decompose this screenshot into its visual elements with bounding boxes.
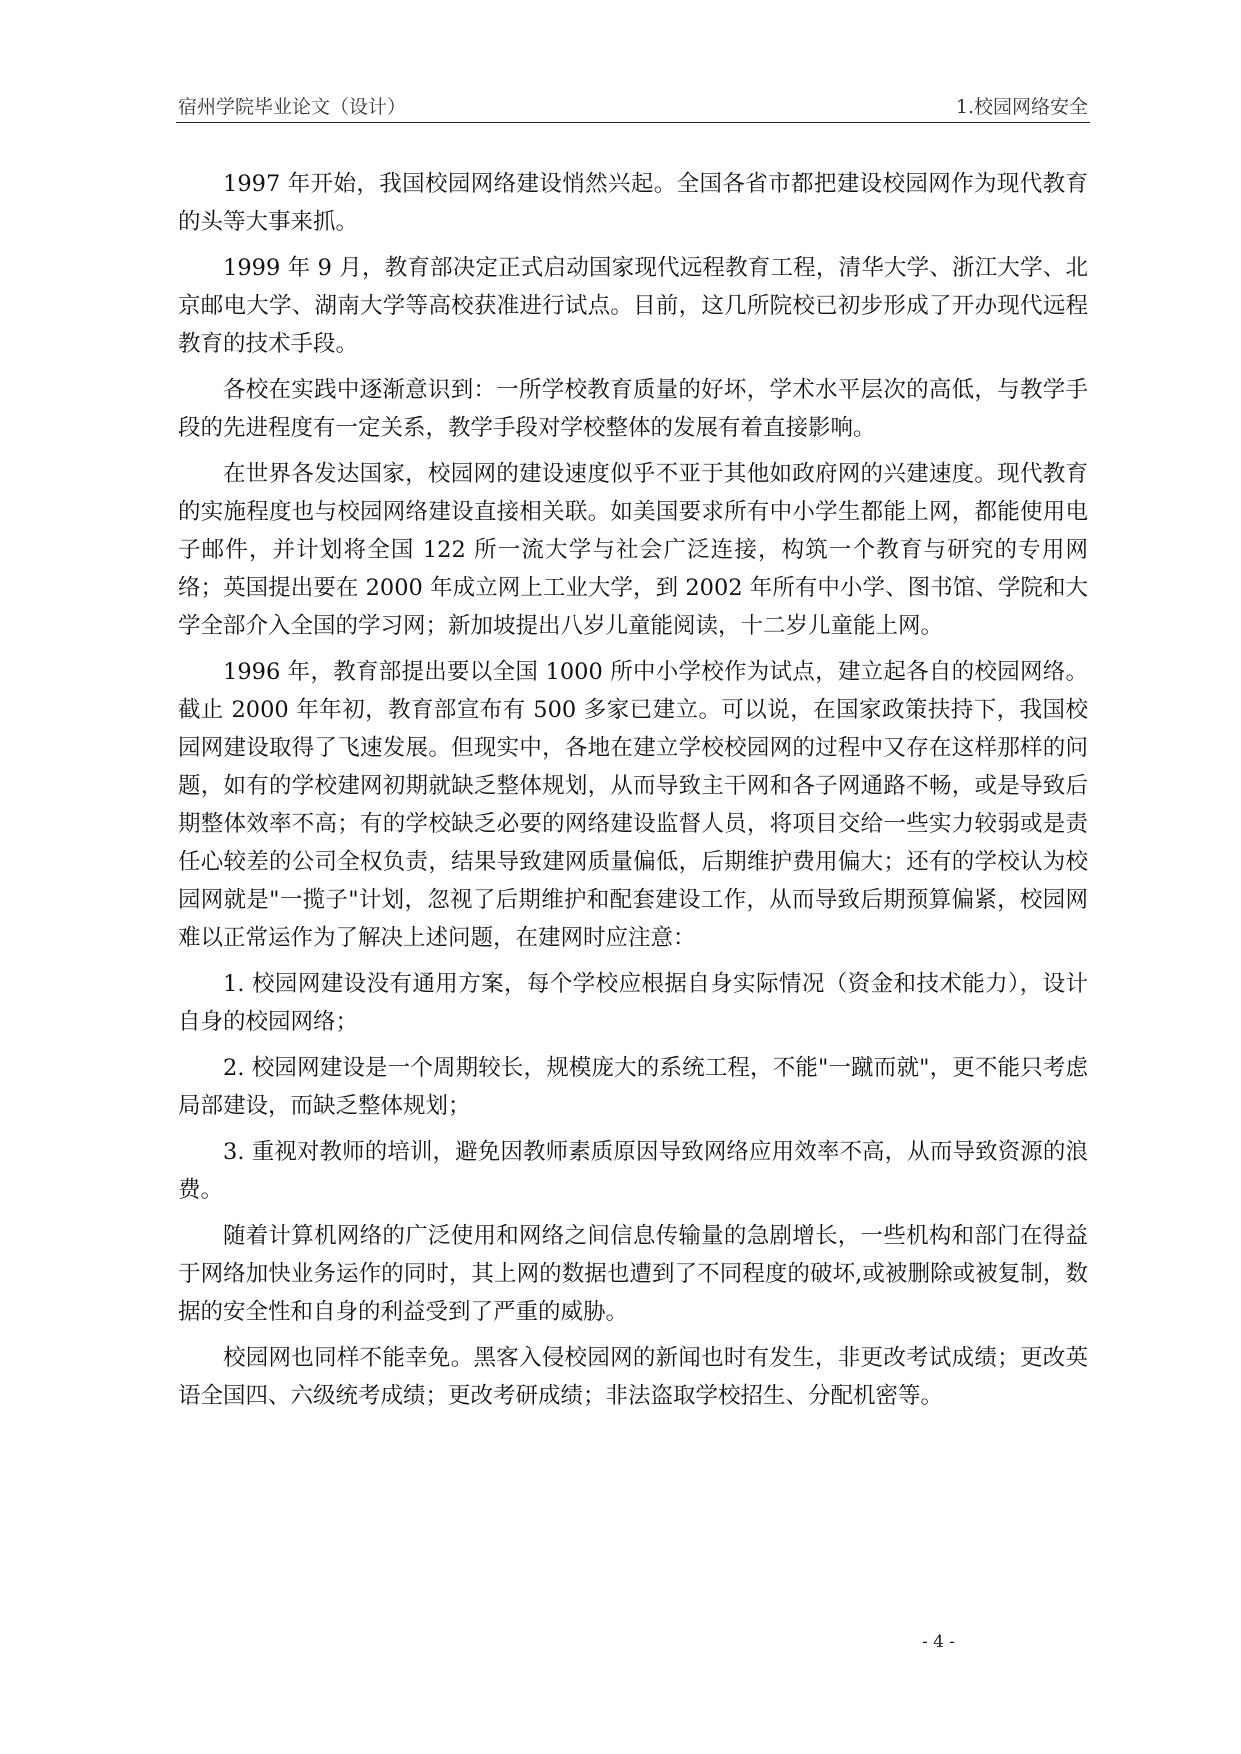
page-header — [176, 96, 1090, 123]
page-number-footer — [0, 1632, 1241, 1652]
header-document-title: 宿州学院毕业论文（设计） — [178, 96, 407, 118]
document-body — [178, 165, 1088, 1423]
paragraph: 1997 年开始，我国校园网络建设悄然兴起。全国各省市都把建设校园网作为现代教育的头等大事来抓。 — [178, 171, 1088, 235]
paragraph: 1999 年 9 月，教育部决定正式启动国家现代远程教育工程，清华大学、浙江大学、北京邮电大学、湖南大学等高校获准进行试点。目前，这几所院校已初步形成了开办现代远程教育的技术手段。 — [178, 255, 1088, 357]
paragraph: 各校在实践中逐渐意识到：一所学校教育质量的好坏，学术水平层次的高低，与教学手段的先进程度有一定关系，教学手段对学校整体的发展有着直接影响。 — [178, 377, 1088, 441]
list-item: 2. 校园网建设是一个周期较长，规模庞大的系统工程，不能"一蹴而就"，更不能只考虑局部建设，而缺乏整体规划； — [178, 1055, 1088, 1119]
paragraph: 随着计算机网络的广泛使用和网络之间信息传输量的急剧增长，一些机构和部门在得益于网络加快业务运作的同时，其上网的数据也遭到了不同程度的破坏,或被删除或被复制，数据的安全性和自身的利益受到了严重的威胁。 — [178, 1223, 1088, 1325]
paragraph: 1996 年，教育部提出要以全国 1000 所中小学校作为试点，建立起各自的校园网络。截止 2000 年年初，教育部宣布有 500 多家已建立。可以说，在国家政策扶持下，我国校园网建设取得了飞速发展。但现实中，各地在建立学校校园网的过程中又存在这样那样的问题，如有的学校建网初期就缺乏整体规划，从而导致主干网和各子网通路不畅，或是导致后期整体效率不高；有的学校缺乏必要的网络建设监督人员，将项目交给一些实力较弱或是责任心较差的公司全权负责，结果导致建网质量偏低，后期维护费用偏大；还有的学校认为校园网就是"一揽子"计划，忽视了后期维护和配套建设工作，从而导致后期预算偏紧，校园网难以正常运作为了解决上述问题，在建网时应注意： — [178, 659, 1088, 951]
list-item: 1. 校园网建设没有通用方案，每个学校应根据自身实际情况（资金和技术能力），设计自身的校园网络； — [178, 971, 1088, 1035]
list-item: 3. 重视对教师的培训，避免因教师素质原因导致网络应用效率不高，从而导致资源的浪费。 — [178, 1139, 1088, 1203]
paragraph: 校园网也同样不能幸免。黑客入侵校园网的新闻也时有发生，非更改考试成绩；更改英语全国四、六级统考成绩；更改考研成绩；非法盗取学校招生、分配机密等。 — [178, 1345, 1088, 1409]
page-number: - 4 - — [921, 1632, 956, 1652]
header-chapter-title: 1.校园网络安全 — [955, 96, 1088, 118]
paragraph: 在世界各发达国家，校园网的建设速度似乎不亚于其他如政府网的兴建速度。现代教育的实施程度也与校园网络建设直接相关联。如美国要求所有中小学生都能上网，都能使用电子邮件，并计划将全国 122 所一流大学与社会广泛连接，构筑一个教育与研究的专用网络；英国提出要在 2000 年成立网上工业大学，到 2002 年所有中小学、图书馆、学院和大学全部介入全国的学习网；新加坡提出八岁儿童能阅读，十二岁儿童能上网。 — [178, 461, 1088, 639]
